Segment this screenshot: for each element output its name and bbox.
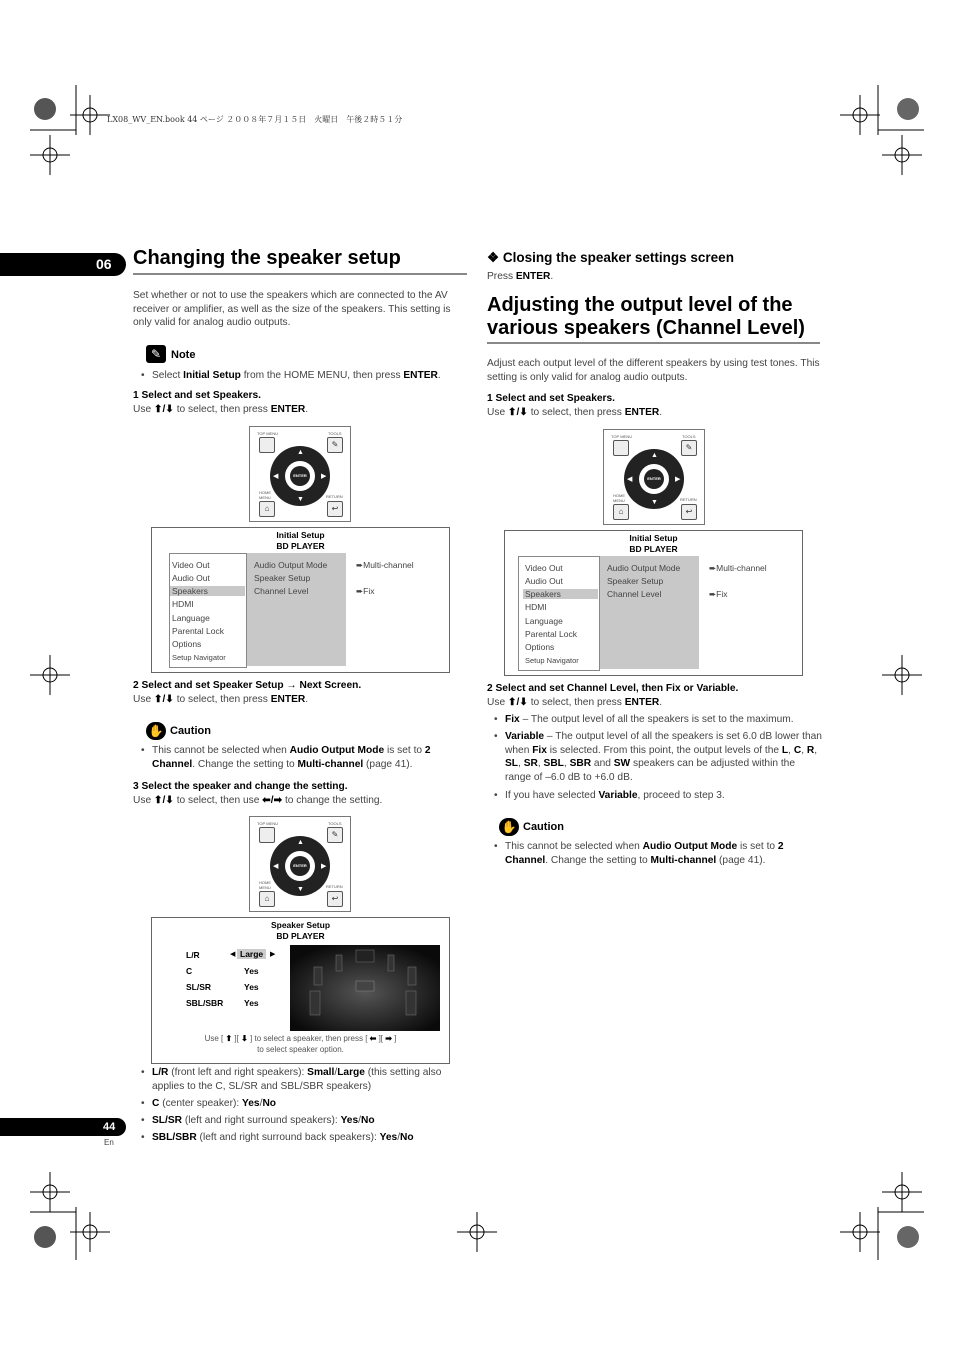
caution-hand-icon: ✋ xyxy=(499,818,519,836)
remote-diagram xyxy=(249,426,351,522)
bullet-fix: • Fix – The output level of all the speakers is set to the maximum. xyxy=(505,713,825,727)
right-arrow-icon: ➡ xyxy=(385,1034,392,1043)
note-icon: ✎ xyxy=(146,345,166,363)
speaker-help-line-2: to select speaker option. xyxy=(257,1045,344,1054)
menu-item-parental-lock[interactable]: Parental Lock xyxy=(525,629,577,639)
value-multi-channel: ➨Multi-channel xyxy=(356,560,414,570)
speaker-setup-screen xyxy=(151,917,450,1064)
remote-diagram xyxy=(603,429,705,525)
page-language: En xyxy=(104,1138,114,1147)
speaker-help-line-1: Use [ ⬆ ][ ⬇ ] to select a speaker, then press [ ⬅ ][ ➡ ] xyxy=(204,1034,397,1043)
bullet-slsr: • SL/SR (left and right surround speakers): Yes/No xyxy=(152,1114,470,1128)
enter-button: ENTER xyxy=(644,469,664,489)
r-step-1-text: Use ⬆/⬇ to select, then press ENTER. xyxy=(487,407,663,418)
tools-label: TOOLS xyxy=(328,821,342,826)
return-label: RETURN xyxy=(680,497,697,502)
return-icon: ↩ xyxy=(681,504,697,520)
channel-intro: Adjust each output level of the different speakers by using test tones. This setting is only valid for analog audio outputs. xyxy=(487,358,820,383)
speaker-value-slsr[interactable]: Yes xyxy=(244,982,259,992)
speaker-room-illustration xyxy=(290,945,440,1031)
section-title-channel-level: Adjusting the output level of the various speakers (Channel Level) xyxy=(487,294,805,339)
value-fix: ➨Fix xyxy=(356,586,375,596)
left-arrow-icon: ◀ xyxy=(230,951,236,958)
tools-label: TOOLS xyxy=(682,434,696,439)
left-arrow-icon: ⬅ xyxy=(369,1034,377,1043)
tools-icon: ✎ xyxy=(327,437,343,453)
right-arrow-icon: ▶ xyxy=(270,951,276,958)
speaker-label-slsr: SL/SR xyxy=(186,982,212,992)
r-step-1-title: 1 Select and set Speakers. xyxy=(487,393,615,404)
value-fix: ➨Fix xyxy=(709,589,728,599)
menu-item-video-out[interactable]: Video Out xyxy=(172,560,210,570)
screen-subtitle: BD PLAYER xyxy=(276,931,325,941)
closing-text: Press ENTER. xyxy=(487,271,554,282)
value-multi-channel: ➨Multi-channel xyxy=(709,563,767,573)
left-arrow-icon: ◀ xyxy=(627,476,633,483)
bullet-lr: • L/R (front left and right speakers): Small/Large (this setting also applies to the C, SL/SR and SBL/SBR speakers) xyxy=(152,1066,470,1093)
speaker-value-sblsbr[interactable]: Yes xyxy=(244,998,259,1008)
initial-setup-screen xyxy=(151,527,450,673)
diamond-icon: ❖ xyxy=(487,250,503,265)
step-2-title: 2 Select and set Speaker Setup → Next Screen. xyxy=(133,680,362,691)
menu-item-audio-output-mode[interactable]: Audio Output Mode xyxy=(254,560,328,570)
caution-item: • This cannot be selected when Audio Output Mode is set to 2 Channel. Change the setting to Multi-channel (page 41). xyxy=(505,840,823,867)
menu-item-hdmi[interactable]: HDMI xyxy=(525,602,547,612)
return-icon: ↩ xyxy=(327,891,343,907)
step-3-title: 3 Select the speaker and change the setting. xyxy=(133,781,348,792)
menu-item-options[interactable]: Options xyxy=(172,639,202,649)
tools-icon: ✎ xyxy=(327,827,343,843)
menu-item-language[interactable]: Language xyxy=(172,613,210,623)
top-menu-label: TOP MENU xyxy=(611,434,632,439)
bullet-c: • C (center speaker): Yes/No xyxy=(152,1097,470,1111)
down-arrow-icon: ▼ xyxy=(297,886,304,893)
menu-item-audio-out[interactable]: Audio Out xyxy=(525,576,563,586)
initial-setup-screen xyxy=(504,530,803,676)
section-title-speaker-setup: Changing the speaker setup xyxy=(133,247,401,269)
menu-left-panel xyxy=(169,553,247,668)
return-label: RETURN xyxy=(326,494,343,499)
bullet-proceed: • If you have selected Variable, proceed to step 3. xyxy=(505,789,823,803)
top-menu-label: TOP MENU xyxy=(257,821,278,826)
speaker-label-sblsbr: SBL/SBR xyxy=(186,998,224,1008)
screen-title: Initial Setup xyxy=(629,533,678,543)
speaker-value-lr[interactable]: Large xyxy=(237,949,266,959)
menu-item-hdmi[interactable]: HDMI xyxy=(172,599,194,609)
home-icon: ⌂ xyxy=(613,504,629,520)
step-3-text: Use ⬆/⬇ to select, then use ⬅/➡ to change the setting. xyxy=(133,795,383,806)
up-arrow-icon: ⬆ xyxy=(225,1034,233,1043)
menu-item-options[interactable]: Options xyxy=(525,642,555,652)
speaker-label-lr: L/R xyxy=(186,950,200,960)
chapter-number: 06 xyxy=(96,256,112,272)
home-menu-label: HOME MENU xyxy=(613,493,625,503)
top-menu-button xyxy=(259,827,275,843)
caution-label: Caution xyxy=(523,821,564,833)
menu-item-audio-output-mode[interactable]: Audio Output Mode xyxy=(607,563,681,573)
menu-item-audio-out[interactable]: Audio Out xyxy=(172,573,210,583)
tools-icon: ✎ xyxy=(681,440,697,456)
r-step-2-text: Use ⬆/⬇ to select, then press ENTER. xyxy=(487,697,663,708)
title-rule xyxy=(487,342,820,344)
home-icon: ⌂ xyxy=(259,501,275,517)
left-arrow-icon: ◀ xyxy=(273,863,279,870)
top-menu-button xyxy=(613,440,629,456)
caution-item: • This cannot be selected when Audio Output Mode is set to 2 Channel. Change the setting to Multi-channel (page 41). xyxy=(152,744,470,771)
speaker-label-c: C xyxy=(186,966,193,976)
screen-subtitle: BD PLAYER xyxy=(629,544,678,554)
menu-left-panel xyxy=(518,556,600,671)
screen-title: Speaker Setup xyxy=(270,920,331,930)
right-arrow-icon: ▶ xyxy=(321,863,327,870)
caution-hand-icon: ✋ xyxy=(146,722,166,740)
enter-button: ENTER xyxy=(290,856,310,876)
r-step-2-title: 2 Select and set Channel Level, then Fix or Variable. xyxy=(487,683,739,694)
cursor-ring xyxy=(624,449,684,509)
speaker-value-c[interactable]: Yes xyxy=(244,966,259,976)
home-menu-label: HOME MENU xyxy=(259,490,271,500)
up-arrow-icon: ▲ xyxy=(297,449,304,456)
menu-item-channel-level[interactable]: Channel Level xyxy=(607,589,662,599)
note-item: • Select Initial Setup from the HOME MENU, then press ENTER. xyxy=(152,369,472,383)
down-arrow-icon: ▼ xyxy=(297,496,304,503)
subsection-closing: ❖ Closing the speaker settings screen xyxy=(487,250,734,265)
left-arrow-icon: ◀ xyxy=(273,473,279,480)
return-icon: ↩ xyxy=(327,501,343,517)
tools-label: TOOLS xyxy=(328,431,342,436)
menu-item-speaker-setup[interactable]: Speaker Setup xyxy=(254,573,311,583)
right-arrow-icon: ▶ xyxy=(675,476,681,483)
menu-item-speaker-setup[interactable]: Speaker Setup xyxy=(607,576,664,586)
right-arrow-icon: ▶ xyxy=(321,473,327,480)
caution-label: Caution xyxy=(170,725,211,737)
down-arrow-icon: ▼ xyxy=(651,499,658,506)
home-icon: ⌂ xyxy=(259,891,275,907)
return-label: RETURN xyxy=(326,884,343,889)
print-header-meta: LX08_WV_EN.book 44 ページ ２００８年７月１５日 火曜日 午後２時５１分 xyxy=(107,115,403,124)
menu-item-parental-lock[interactable]: Parental Lock xyxy=(172,626,224,636)
bullet-variable: • Variable – The output level of all the speakers is set 6.0 dB lower than when Fix is selected. From this point, the output levels of the L, C, R, SL, SR, SBL, SBR and SW speakers can be adjusted within the range of –6.0 dB to +6.0 dB. xyxy=(505,730,823,784)
screen-subtitle: BD PLAYER xyxy=(276,541,325,551)
up-arrow-icon: ▲ xyxy=(651,452,658,459)
top-menu-button xyxy=(259,437,275,453)
intro-paragraph: Set whether or not to use the speakers which are connected to the AV receiver or amplifier, as well as the size of the speakers. This setting is only valid for analog audio outputs. xyxy=(133,290,451,329)
menu-item-video-out[interactable]: Video Out xyxy=(525,563,563,573)
screen-title: Initial Setup xyxy=(276,530,325,540)
menu-item-setup-navigator[interactable]: Setup Navigator xyxy=(525,656,579,665)
step-1-text: Use ⬆/⬇ to select, then press ENTER. xyxy=(133,404,309,415)
bullet-sblsbr: • SBL/SBR (left and right surround back speakers): Yes/No xyxy=(152,1131,470,1145)
step-2-text: Use ⬆/⬇ to select, then press ENTER. xyxy=(133,694,309,705)
menu-item-language[interactable]: Language xyxy=(525,616,563,626)
enter-button: ENTER xyxy=(290,466,310,486)
cursor-ring xyxy=(270,446,330,506)
top-menu-label: TOP MENU xyxy=(257,431,278,436)
menu-item-channel-level[interactable]: Channel Level xyxy=(254,586,309,596)
menu-item-speakers[interactable]: Speakers xyxy=(523,589,598,599)
note-label: Note xyxy=(171,349,196,361)
step-1-title: 1 Select and set Speakers. xyxy=(133,390,261,401)
remote-diagram xyxy=(249,816,351,912)
menu-item-speakers[interactable]: Speakers xyxy=(170,586,245,596)
up-arrow-icon: ▲ xyxy=(297,839,304,846)
down-arrow-icon: ⬇ xyxy=(241,1034,248,1043)
home-menu-label: HOME MENU xyxy=(259,880,271,890)
menu-item-setup-navigator[interactable]: Setup Navigator xyxy=(172,653,226,662)
title-rule xyxy=(133,273,467,275)
cursor-ring xyxy=(270,836,330,896)
page-number: 44 xyxy=(103,1121,116,1133)
